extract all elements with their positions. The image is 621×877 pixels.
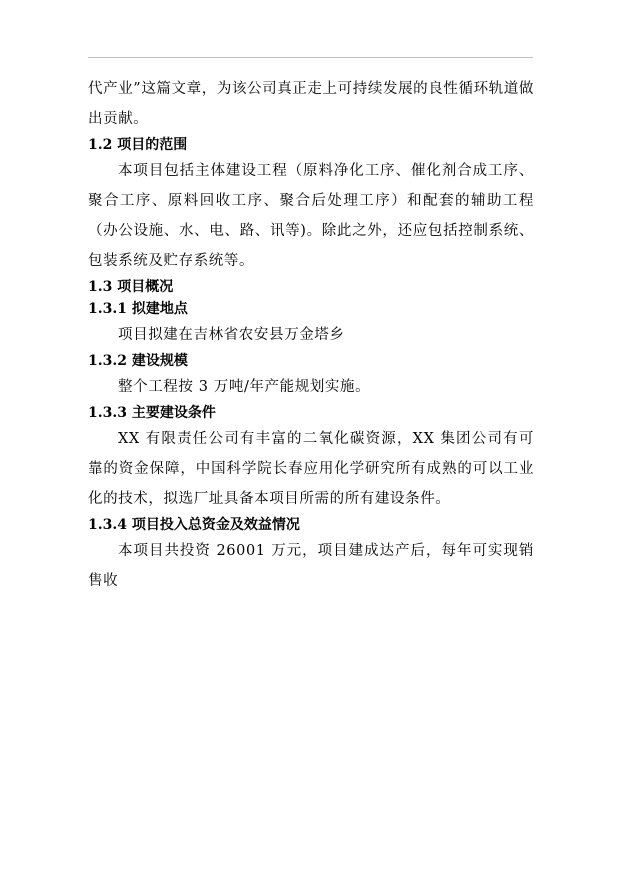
paragraph-1-3-1: 项目拟建在吉林省农安县万金塔乡 bbox=[118, 327, 345, 343]
heading-1-2: 1.2 项目的范围 bbox=[88, 137, 188, 153]
heading-1-3-4: 1.3.4 项目投入总资金及效益情况 bbox=[88, 517, 300, 533]
document-body bbox=[88, 74, 534, 596]
heading-1-3-2: 1.3.2 建设规模 bbox=[88, 353, 188, 369]
paragraph-1-2: 本项目包括主体建设工程（原料净化工序、催化剂合成工序、聚合工序、原料回收工序、聚合后处理工序）和配套的辅助工程（办公设施、水、电、路、讯等)。除此之外，还应包括控制系统、包装系统及贮存系统等。 bbox=[88, 163, 534, 269]
paragraph-1-3-4: 本项目共投资 26001 万元，项目建成达产后，每年可实现销售收 bbox=[88, 543, 534, 589]
paragraph-1-3-2: 整个工程按 3 万吨/年产能规划实施。 bbox=[118, 379, 371, 395]
page-header-rule bbox=[88, 57, 533, 58]
paragraph-1-3-3: XX 有限责任公司有丰富的二氧化碳资源，XX 集团公司有可靠的资金保障，中国科学院长春应用化学研究所有成熟的可以工业化的技术，拟选厂址具备本项目所需的所有建设条件。 bbox=[88, 431, 534, 507]
heading-1-3-1: 1.3.1 拟建地点 bbox=[88, 301, 188, 317]
heading-1-3: 1.3 项目概况 bbox=[88, 279, 174, 295]
intro-paragraph: 代产业”这篇文章，为该公司真正走上可持续发展的良性循环轨道做出贡献。 bbox=[88, 81, 534, 127]
heading-1-3-3: 1.3.3 主要建设条件 bbox=[88, 405, 216, 421]
